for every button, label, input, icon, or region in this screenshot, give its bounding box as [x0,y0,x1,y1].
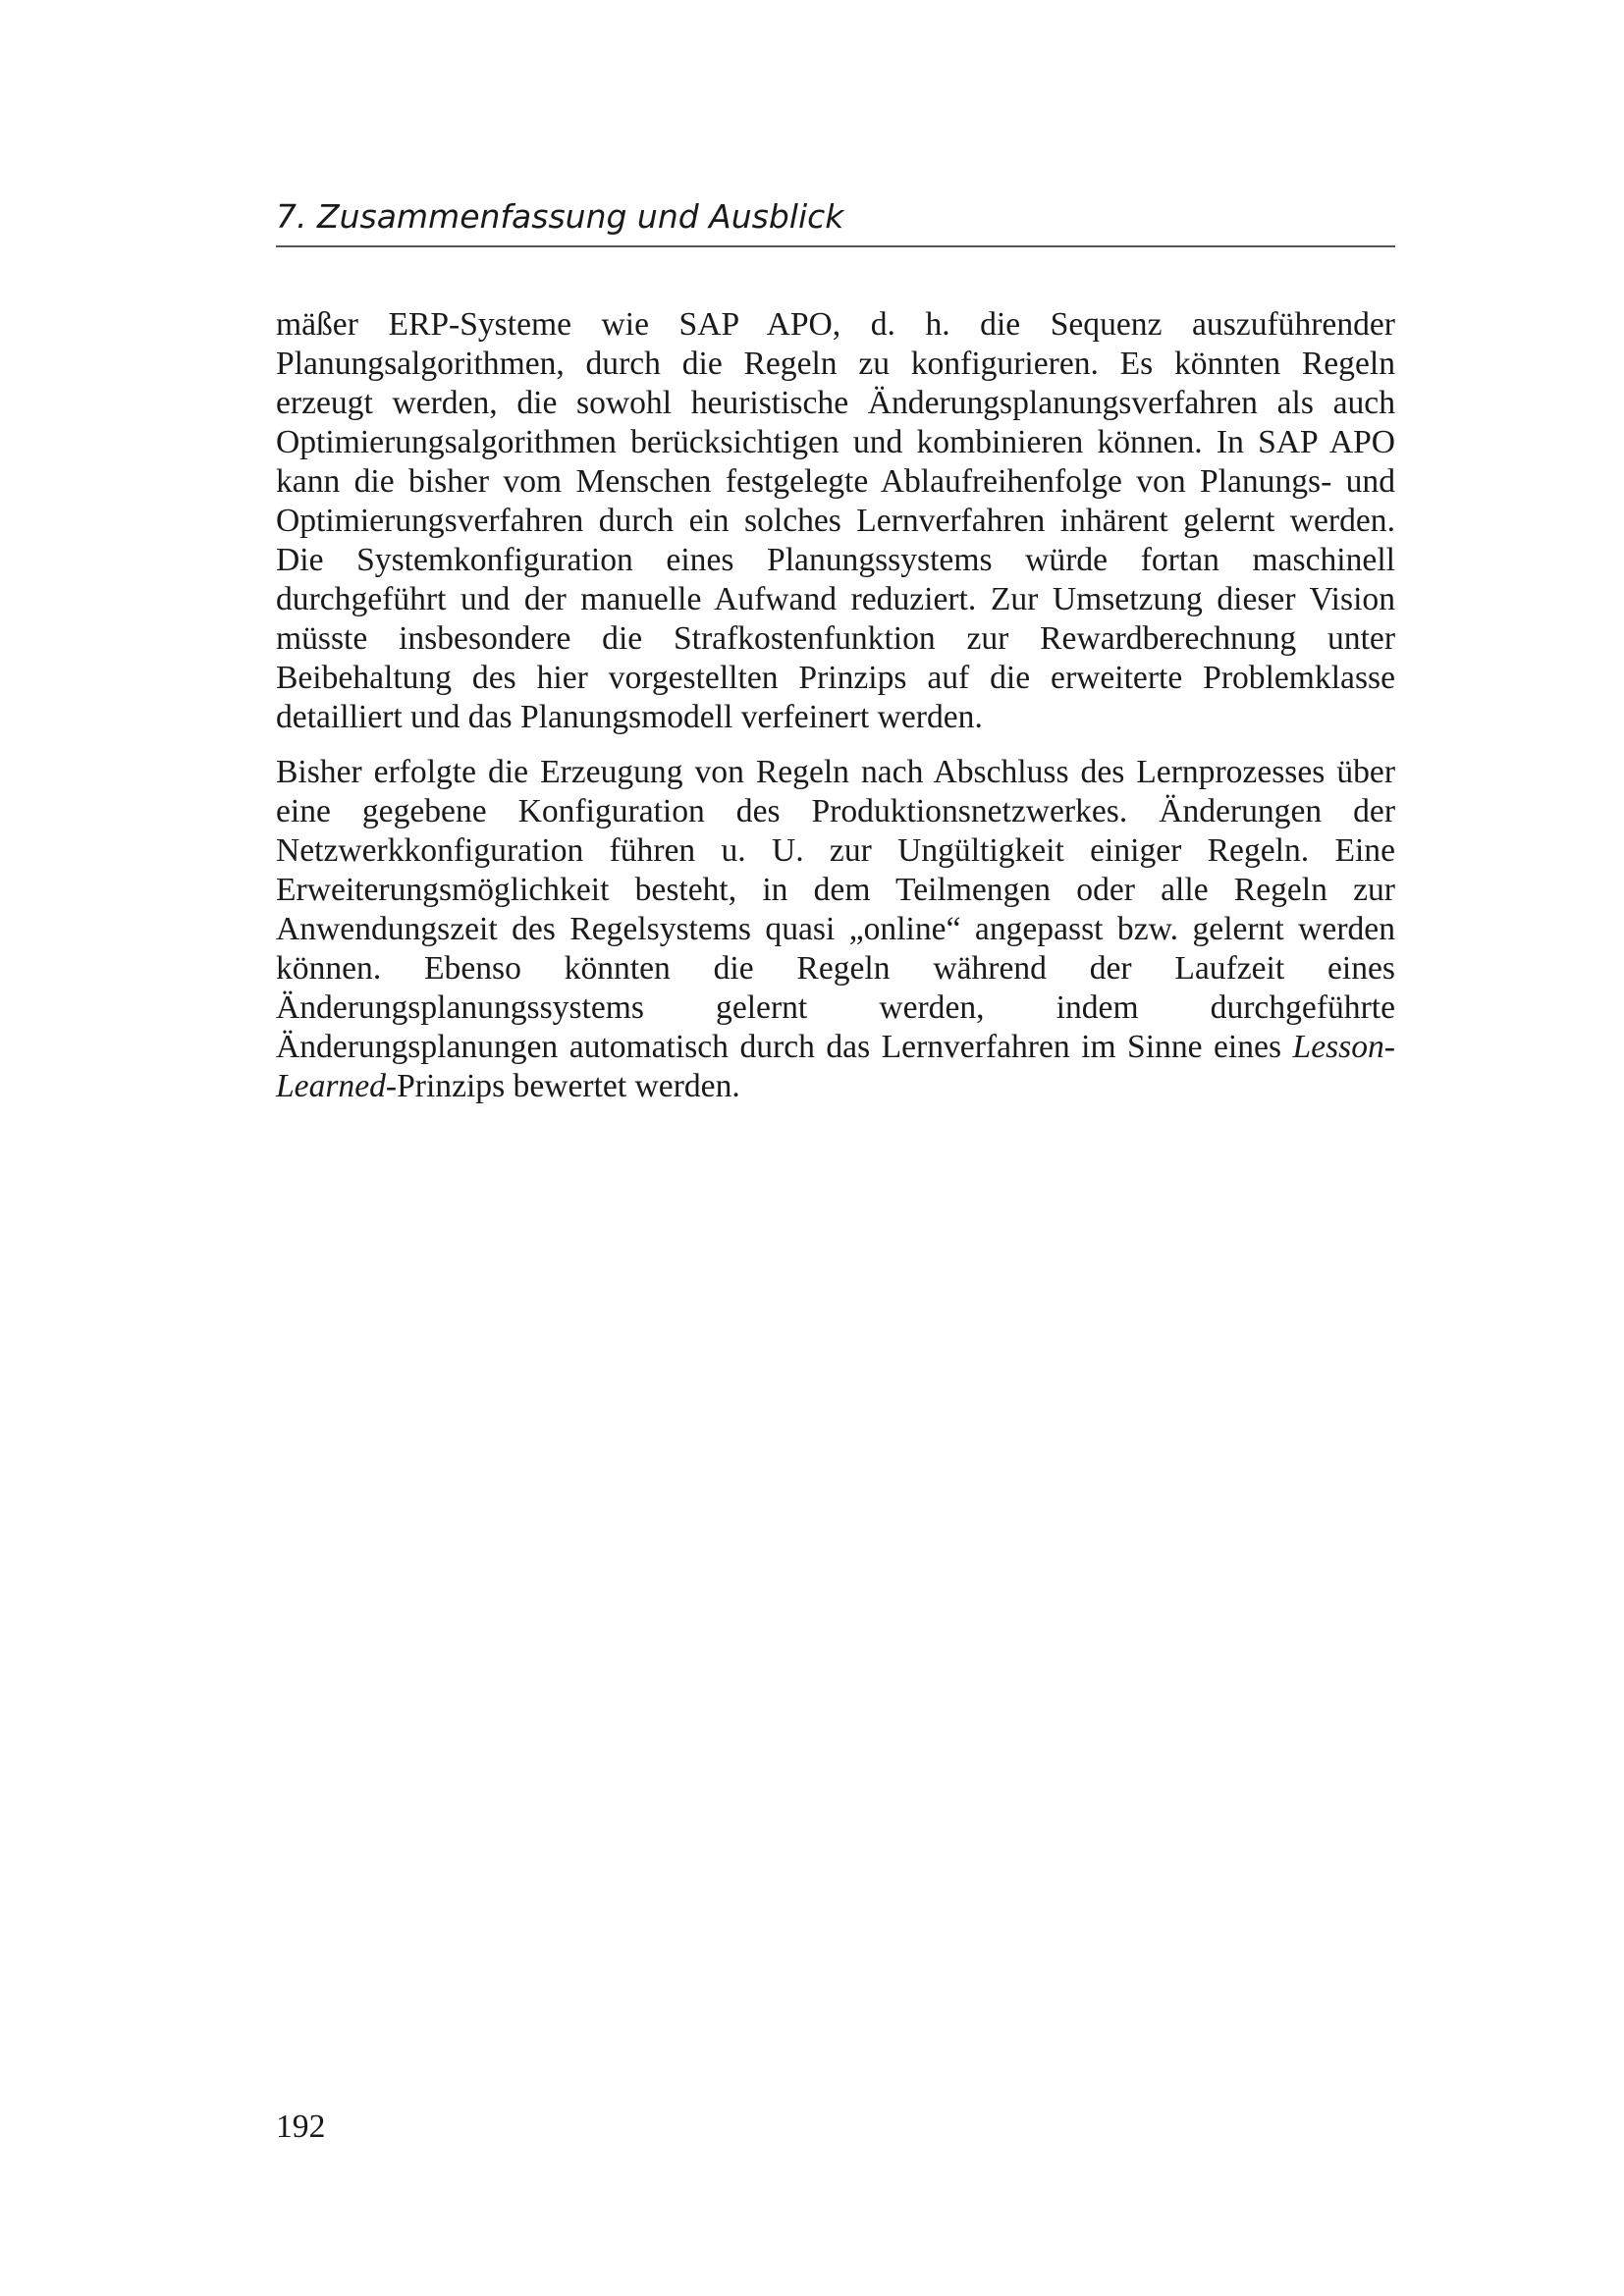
paragraph-2-emphasis: Lesson-Learned [276,1029,1395,1104]
chapter-title: 7. Zusammenfassung und Ausblick [276,197,844,236]
paragraph-2-tail: -Prinzips bewertet werden. [385,1068,740,1104]
paragraph-2 [276,753,1395,1106]
body-text [276,305,1395,1106]
paragraph-1: mäßer ERP-Systeme wie SAP APO, d. h. die Sequenz auszuführender Planungsalgorithmen, durch die Regeln zu konfigurieren. Es könnten Regeln erzeugt werden, die sowohl heuristische Änderungsplanungsverfahren als auch Optimierungsalgorithmen berücksichtigen und kombinieren können. In SAP APO kann die bisher vom Menschen festgelegte Ablaufreihenfolge von Planungs- und Optimierungsverfahren durch ein solches Lernverfahren inhärent gelernt werden. Die Systemkonfiguration eines Planungssystems würde fortan maschinell durchgeführt und der manuelle Aufwand reduziert. Zur Umsetzung dieser Vision müsste insbesondere die Strafkostenfunktion zur Rewardberechnung unter Beibehaltung des hier vorgestellten Prinzips auf die erweiterte Problemklasse detailliert und das Planungsmodell verfeinert werden. [276,306,1395,735]
running-header [276,196,1395,247]
paragraph-2-text: Bisher erfolgte die Erzeugung von Regeln nach Abschluss des Lernprozesses über eine gegebene Konfiguration des Produktionsnetzwerkes. Änderungen der Netzwerkkonfiguration führen u. U. zur Ungültigkeit einiger Regeln. Eine Erweiterungsmöglichkeit besteht, in dem Teilmengen oder alle Regeln zur Anwendungszeit des Regelsystems quasi „online“ angepasst bzw. gelernt werden können. Ebenso könnten die Regeln während der Laufzeit eines Änderungsplanungssystems gelernt werden, indem durchgeführte Änderungsplanungen automatisch durch das Lernverfahren im Sinne eines [276,754,1395,1065]
page-number: 192 [276,2109,326,2145]
